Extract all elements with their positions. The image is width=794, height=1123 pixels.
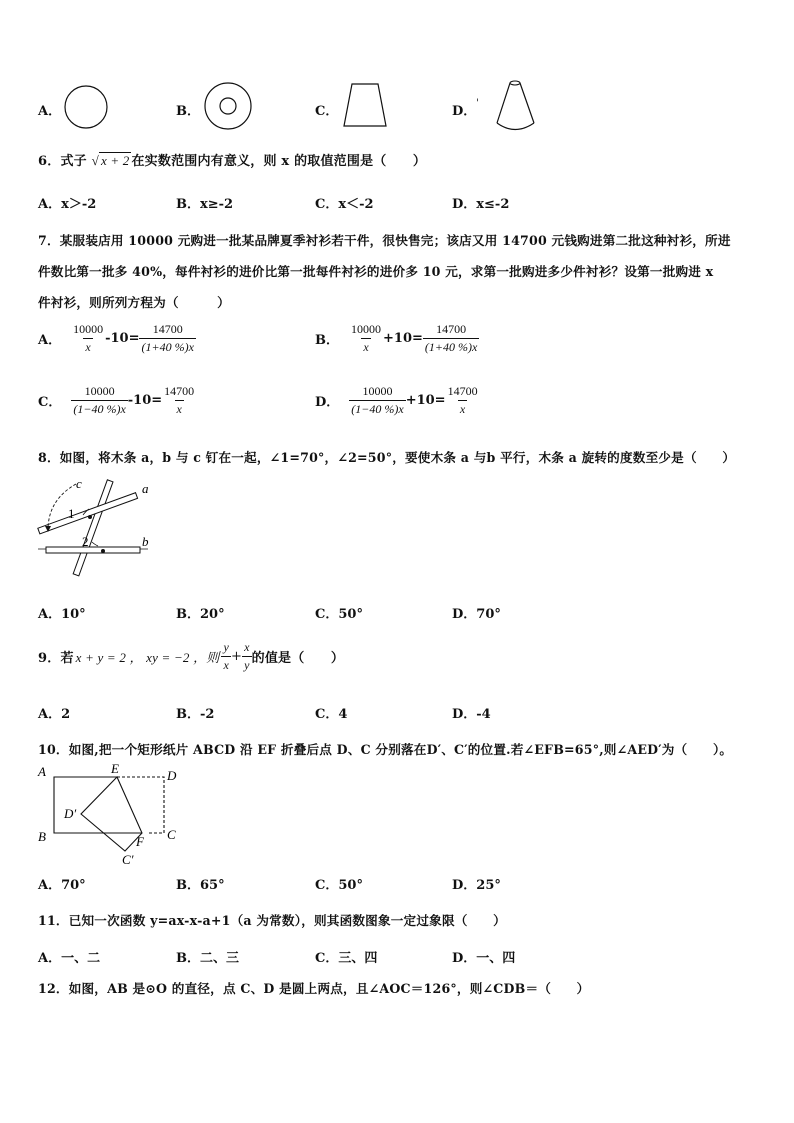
q7-line-3: 件衬衫，则所列方程为（ ） — [38, 295, 230, 310]
q11-option-d: D．一、四 — [452, 951, 516, 966]
q5-option-d-frustum — [494, 80, 540, 134]
q8-figure — [38, 476, 158, 586]
q7-option-a-fraction-2: $\frac{14700}{(1+40 \%)x}$ — [141, 322, 194, 354]
q8-label-2: 2 — [82, 534, 89, 549]
q7-option-c-label: C． — [38, 395, 62, 410]
q12-stem: 12．如图，AB 是⊙O 的直径，点 C、D 是圆上两点，且∠AOC＝126°，则∠CDB＝（ ） — [38, 981, 590, 996]
q6-option-b: B．x≥-2 — [176, 197, 234, 212]
q9-fraction-1: $\frac{y}{x}$ — [223, 640, 230, 672]
q9-fraction-2: $\frac{x}{y}$ — [244, 640, 250, 672]
q10-option-b: B．65° — [176, 878, 225, 893]
q10-stem: 10．如图,把一个矩形纸片 ABCD 沿 EF 折叠后点 D、C 分别落在D′、C′的位置.若∠EFB=65°,则∠AED′为（ ）。 — [38, 742, 733, 757]
q7-option-d-fraction-1: $\frac{10000}{(1-40 \%)x}$ — [351, 384, 404, 416]
q10-label-c: C — [167, 827, 176, 842]
q8-option-d: D．70° — [452, 607, 501, 622]
q7-option-b-fraction-2: $\frac{14700}{(1+40 \%)x}$ — [424, 322, 478, 354]
q9-stem — [38, 640, 344, 673]
q7-option-b-label: B． — [315, 333, 339, 348]
q6-sqrt: √ x + 2 — [91, 153, 130, 168]
q7-option-c-fraction-1: $\frac{10000}{(1-40 \%)x}$ — [73, 384, 126, 416]
q7-option-d-operator: +10= — [405, 393, 446, 408]
q7-option-c-operator: -10= — [127, 393, 163, 408]
q9-condition: x + y = 2 ， xy = −2 ，则 — [75, 650, 220, 665]
q10-label-a: A — [38, 764, 46, 779]
q6-stem — [38, 150, 426, 169]
q8-stem: 8．如图，将木条 a，b 与 c 钉在一起，∠1=70°，∠2=50°，要使木条 a 与b 平行，木条 a 旋转的度数至少是（ ） — [38, 450, 736, 465]
q6-option-d: D．x≤-2 — [452, 197, 510, 212]
q9-number: 9．若 — [38, 651, 74, 666]
q5-option-c-label: C． — [315, 104, 339, 119]
q7-option-d — [315, 384, 480, 417]
q7-option-a-operator: -10= — [105, 331, 140, 346]
q8-stick-a — [38, 493, 138, 534]
q8-option-c: C．50° — [315, 607, 363, 622]
q11-option-a: A．一、二 — [38, 951, 101, 966]
q11-stem: 11．已知一次函数 y=ax-x-a+1（a 为常数），则其函数图象一定过象限（ ） — [38, 913, 506, 928]
q9-plus: + — [231, 649, 243, 664]
q9-option-b: B．-2 — [176, 707, 215, 722]
q11-option-c: C．三、四 — [315, 951, 378, 966]
q9-option-a: A．2 — [38, 707, 71, 722]
q9-tail: 的值是（ ） — [251, 651, 345, 666]
q5-option-b-annulus — [204, 82, 254, 132]
q9-option-d: D．-4 — [452, 707, 491, 722]
q6-number: 6． — [38, 154, 61, 169]
q8-stick-c — [73, 480, 113, 576]
q7-option-c — [38, 384, 196, 417]
q10-figure — [38, 762, 188, 870]
q5-option-d-label: D． — [452, 104, 477, 119]
q7-option-a-fraction-1: $\frac{10000}{x}$ — [73, 322, 104, 354]
q10-label-e: E — [111, 761, 119, 776]
q11-option-b: B．二、三 — [176, 951, 240, 966]
q6-option-a: A．x＞-2 — [38, 197, 97, 212]
q7-option-d-fraction-2: $\frac{14700}{x}$ — [447, 384, 478, 416]
q7-option-a-label: A． — [38, 333, 62, 348]
q8-label-b: b — [142, 534, 149, 549]
q5-option-a-circle — [64, 84, 112, 132]
q7-option-b-operator: +10= — [383, 331, 423, 346]
q7-line-2: 件数比第一批多 40%，每件衬衫的进价比第一批每件衬衫的进价多 10 元，求第一批购进多少件衬衫？设第一批购进 x — [38, 264, 714, 279]
q10-label-d-prime: D′ — [64, 806, 77, 821]
q8-option-a: A．10° — [38, 607, 86, 622]
q6-text-before: 式子 — [60, 154, 87, 169]
q8-label-1: 1 — [68, 506, 75, 521]
q8-stick-b — [38, 547, 148, 553]
q10-label-f: F — [136, 834, 144, 849]
q10-option-d: D．25° — [452, 878, 501, 893]
q9-option-c: C．4 — [315, 707, 348, 722]
q6-text-after: 在实数范围内有意义，则 x 的取值范围是（ ） — [131, 154, 427, 169]
q7-option-a — [38, 322, 196, 355]
q8-label-a: a — [142, 481, 149, 496]
q8-option-b: B．20° — [176, 607, 225, 622]
q5-option-a-label: A． — [38, 104, 62, 119]
q5-option-c-trapezoid — [340, 82, 392, 132]
q10-label-d: D — [167, 768, 177, 783]
q7-option-b-fraction-1: $\frac{10000}{x}$ — [351, 322, 381, 354]
q7-option-c-fraction-2: $\frac{14700}{x}$ — [164, 384, 195, 416]
q5-option-d-mark: ' — [476, 98, 479, 109]
q5-option-b-label: B． — [176, 104, 200, 119]
q6-option-c: C．x＜-2 — [315, 197, 374, 212]
q7-option-b — [315, 322, 479, 355]
q10-label-c-prime: C′ — [122, 852, 134, 867]
q7-line-1: 7．某服装店用 10000 元购进一批某品牌夏季衬衫若干件，很快售完；该店又用 14700 元钱购进第二批这种衬衫，所进 — [38, 233, 731, 248]
q7-option-d-label: D． — [315, 395, 340, 410]
q8-label-c: c — [76, 476, 82, 491]
q10-label-b: B — [38, 829, 46, 844]
q10-option-c: C．50° — [315, 878, 363, 893]
q10-option-a: A．70° — [38, 878, 86, 893]
